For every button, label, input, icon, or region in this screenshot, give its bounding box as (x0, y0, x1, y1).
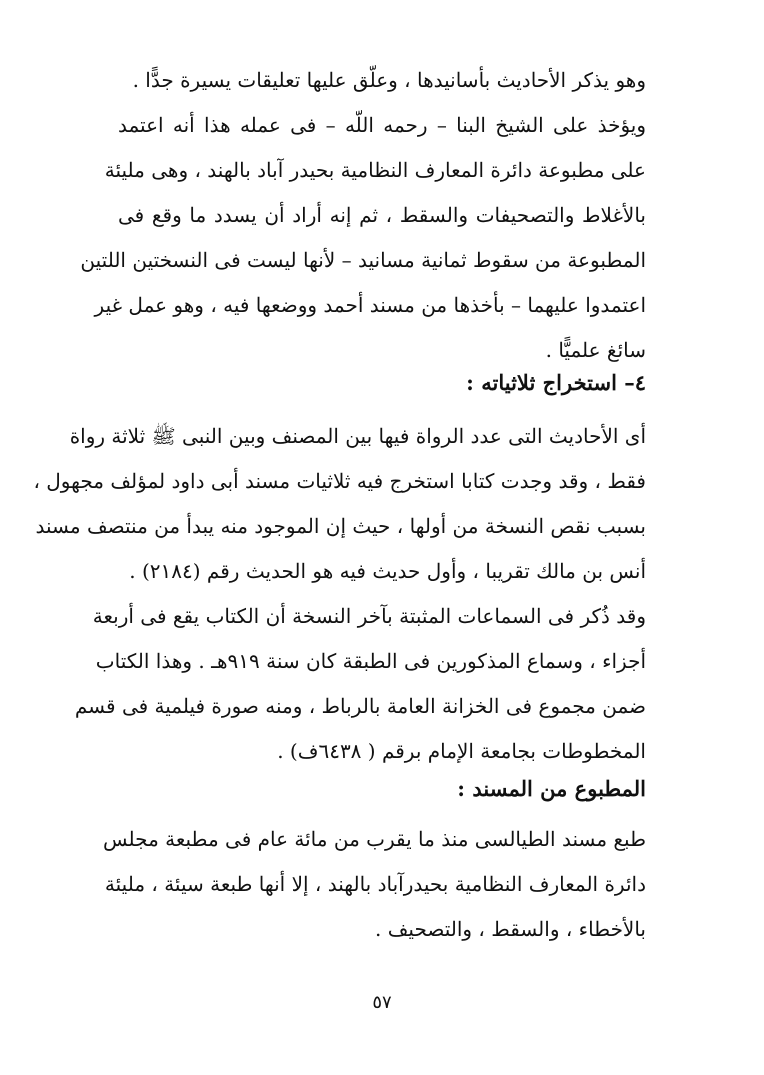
paragraph-3 (33, 414, 646, 594)
section-heading: المطبوع من المسند : (457, 776, 646, 801)
paragraph-line: أنس بن مالك تقريبا ، وأول حديث فيه هو الحديث رقم (٢١٨٤) . (129, 559, 646, 583)
paragraph-line: دائرة المعارف النظامية بحيدرآباد بالهند ، إلا أنها طبعة سيئة ، مليئة (104, 872, 646, 896)
paragraph-line: وقد ذُكر فى السماعات المثبتة بآخر النسخة أن الكتاب يقع فى أربعة (92, 604, 646, 628)
page-number: ٥٧ (372, 992, 392, 1013)
paragraph-line: بسبب نقص النسخة من أولها ، حيث إن الموجود منه يبدأ من منتصف مسند (35, 514, 646, 538)
paragraph-5 (103, 817, 646, 952)
paragraph-line: المطبوعة من سقوط ثمانية مسانيد – لأنها ليست فى النسختين اللتين (80, 248, 646, 272)
paragraph-line: طبع مسند الطيالسى منذ ما يقرب من مائة عام فى مطبعة مجلس (103, 827, 646, 851)
paragraph-line: ضمن مجموع فى الخزانة العامة بالرباط ، ومنه صورة فيلمية فى قسم (74, 694, 646, 718)
paragraph-line: سائغ علميًّا . (545, 338, 646, 362)
paragraph-line: أى الأحاديث التى عدد الرواة فيها بين المصنف وبين النبى ﷺ ثلاثة رواة (69, 424, 646, 448)
paragraph-line: على مطبوعة دائرة المعارف النظامية بحيدر آباد بالهند ، وهى مليئة (104, 158, 646, 182)
paragraph-line: وهو يذكر الأحاديث بأسانيدها ، وعلّق عليها تعليقات يسيرة جدًّا . (132, 68, 646, 92)
paragraph-line: المخطوطات بجامعة الإمام برقم ( ٦٤٣٨ف) . (277, 739, 646, 763)
paragraph-line: ويؤخذ على الشيخ البنا – رحمه اللّه – فى عمله هذا أنه اعتمد (118, 113, 646, 137)
paragraph-4 (74, 594, 646, 774)
paragraph-line: بالأخطاء ، والسقط ، والتصحيف . (375, 917, 646, 941)
paragraph-line: أجزاء ، وسماع المذكورين فى الطبقة كان سنة ٩١٩هـ . وهذا الكتاب (95, 649, 646, 673)
paragraph-2 (80, 103, 646, 373)
paragraph-line: فقط ، وقد وجدت كتابا استخرج فيه ثلاثيات مسند أبى داود لمؤلف مجهول ، (33, 469, 646, 493)
paragraph-line: بالأغلاط والتصحيفات والسقط ، ثم إنه أراد أن يسدد ما وقع فى (118, 203, 646, 227)
paragraph-1 (118, 58, 646, 103)
section-heading: ٤– استخراج ثلاثياته : (466, 370, 646, 395)
paragraph-line: اعتمدوا عليهما – بأخذها من مسند أحمد ووضعها فيه ، وهو عمل غير (94, 293, 646, 317)
